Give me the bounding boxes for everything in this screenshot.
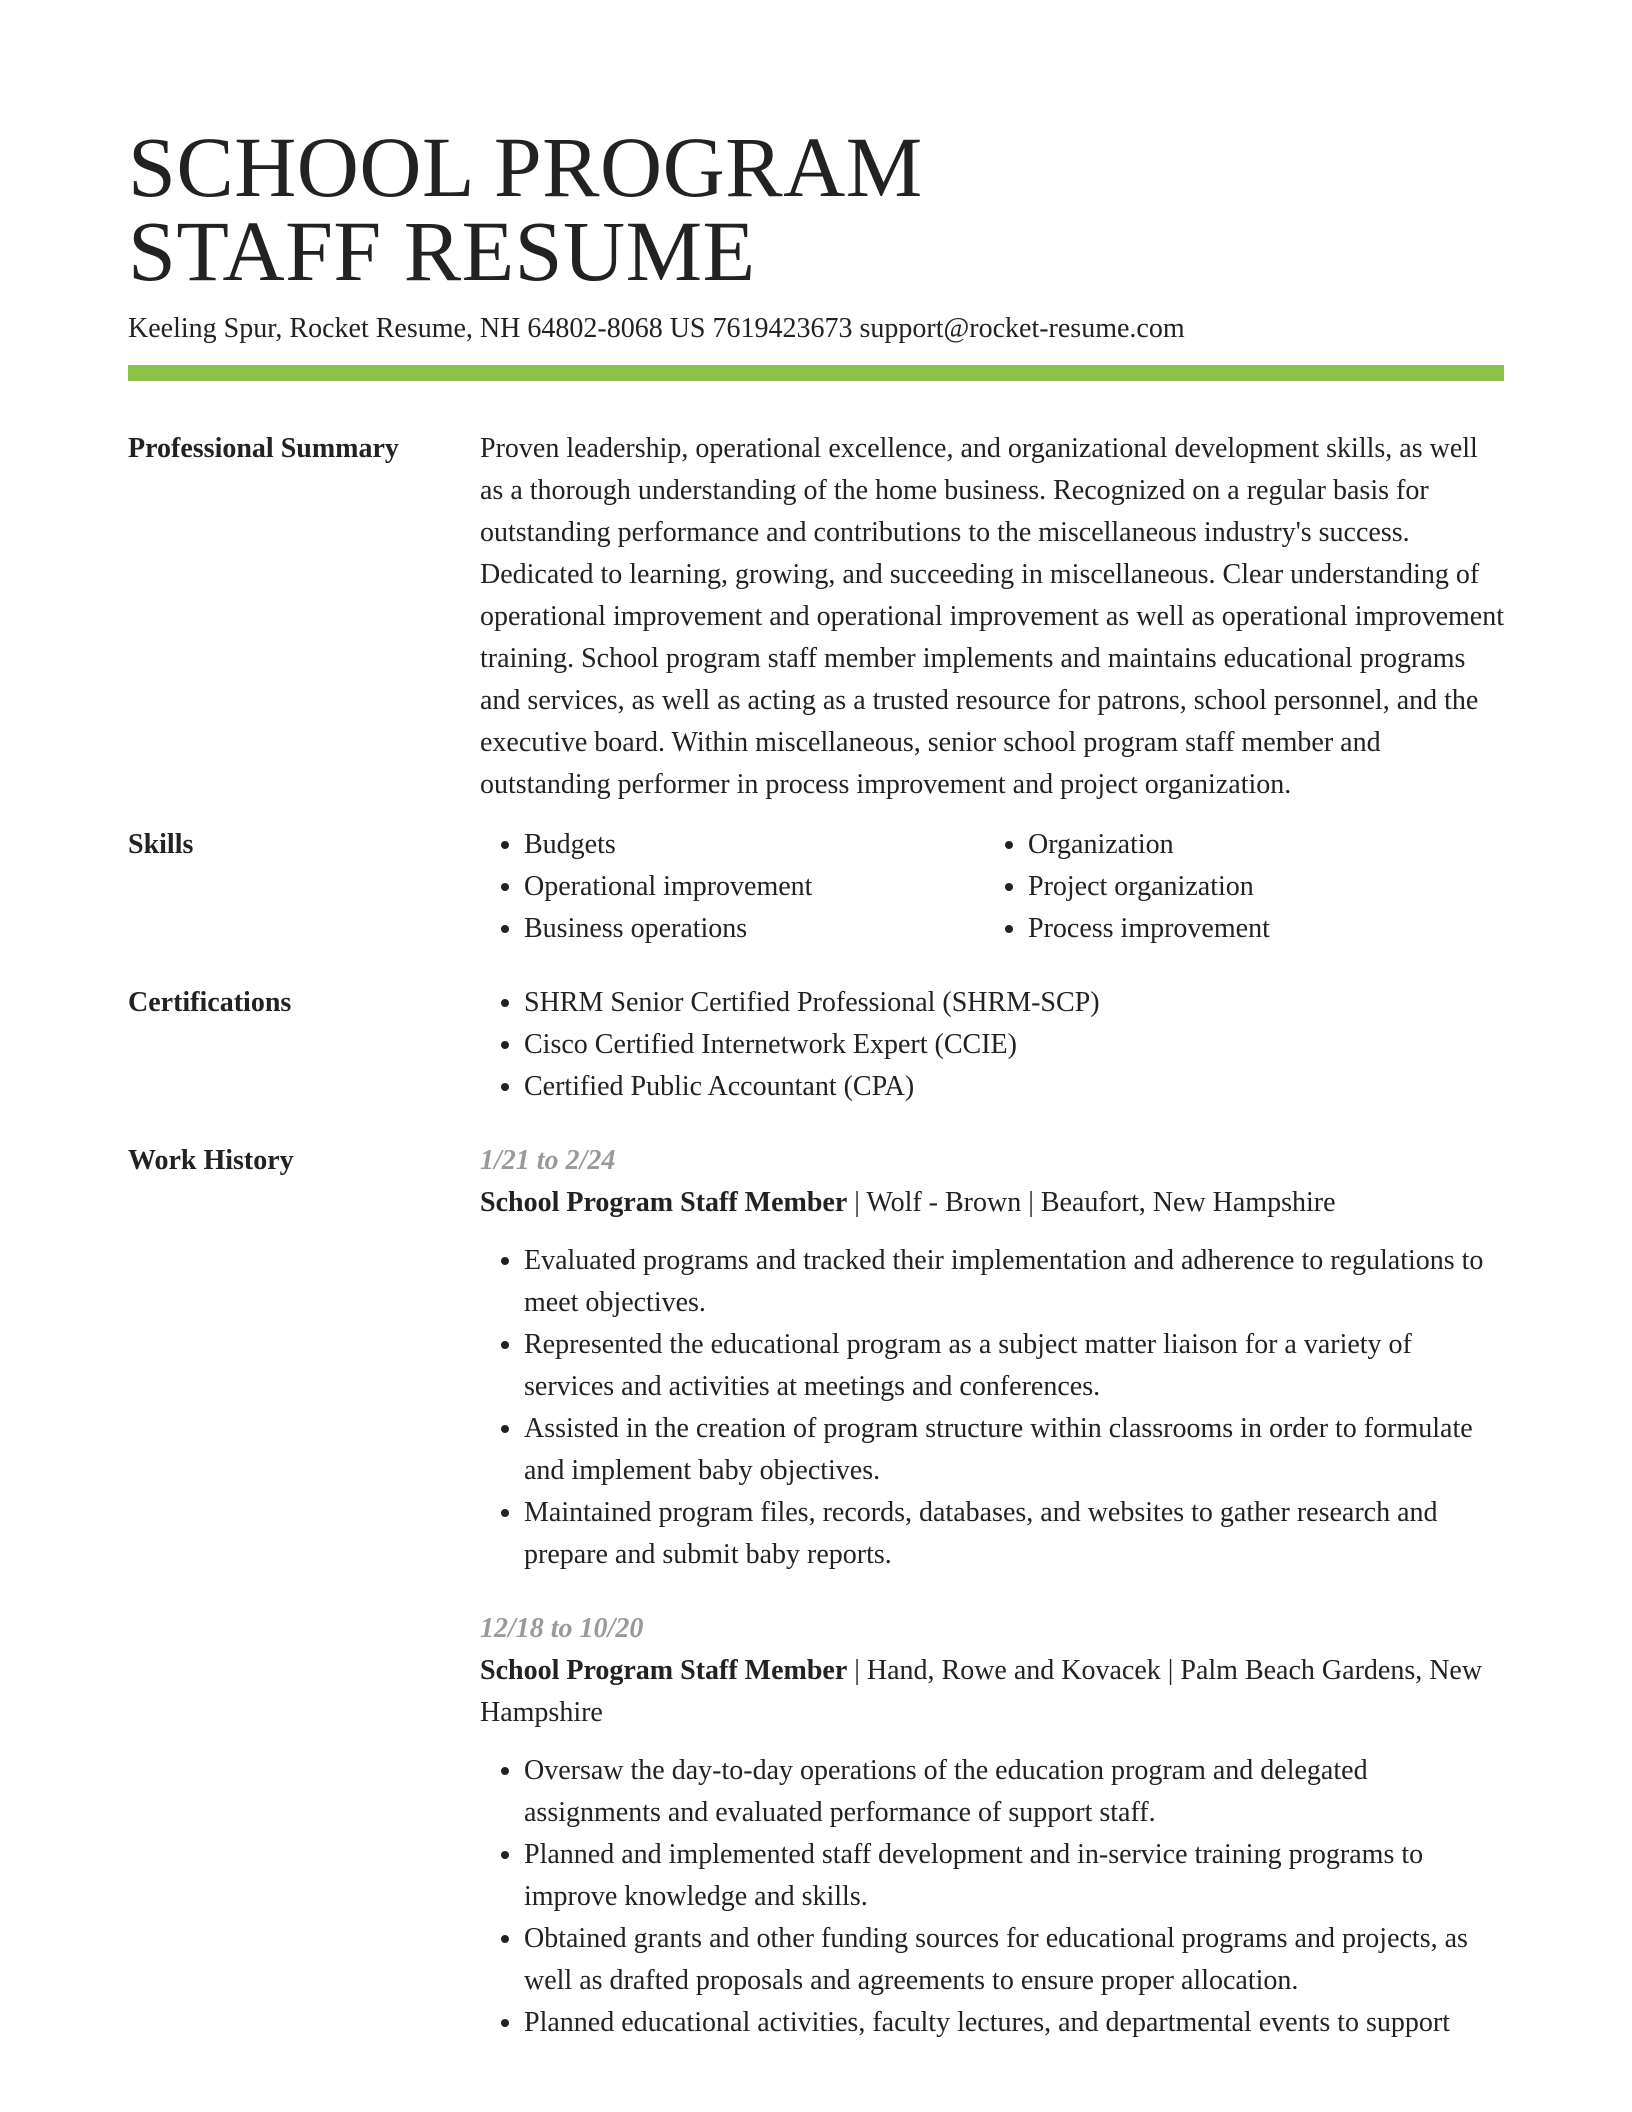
skills-list-left xyxy=(480,824,984,950)
job-bullet: • Obtained grants and other funding sources for educational programs and projects, as well as drafted proposals and agreements to ensure proper allocation. xyxy=(524,1918,1504,2002)
section-label: Work History xyxy=(128,1145,294,1176)
job-dates: 12/18 to 10/20 xyxy=(480,1613,644,1644)
work-history-section xyxy=(128,1140,1504,2044)
job-entry xyxy=(480,1140,1504,1576)
job-heading xyxy=(480,1650,1504,1734)
job-bullet: • Oversaw the day-to-day operations of the education program and delegated assignments and evaluated performance of support staff. xyxy=(524,1750,1504,1834)
certifications-list xyxy=(480,982,1504,1108)
job-dates: 1/21 to 2/24 xyxy=(480,1145,616,1176)
section-label: Professional Summary xyxy=(128,433,399,464)
professional-summary-section xyxy=(128,428,1504,806)
resume-title xyxy=(128,119,1504,299)
title-line-1: SCHOOL PROGRAM xyxy=(128,119,923,215)
job-bullet: • Evaluated programs and tracked their implementation and adherence to regulations to meet objectives. xyxy=(524,1240,1504,1324)
skills-list-right xyxy=(984,824,1504,950)
job-bullet: • Maintained program files, records, databases, and websites to gather research and prepare and submit baby reports. xyxy=(524,1492,1504,1576)
job-entry xyxy=(480,1608,1504,2044)
job-bullet: • Planned educational activities, faculty lectures, and departmental events to support xyxy=(524,2002,1504,2044)
job-bullet: • Planned and implemented staff development and in-service training programs to improve knowledge and skills. xyxy=(524,1834,1504,1918)
skills-section xyxy=(128,824,1504,950)
certification-item: • Cisco Certified Internetwork Expert (CCIE) xyxy=(524,1024,1504,1066)
skills-columns xyxy=(480,824,1504,950)
skill-item: • Process improvement xyxy=(1028,908,1504,950)
work-history-content xyxy=(480,1140,1504,2044)
job-bullets xyxy=(480,1240,1504,1576)
skill-item: • Budgets xyxy=(524,824,984,866)
accent-divider xyxy=(128,365,1504,381)
certifications-content xyxy=(480,982,1504,1108)
certification-item: • Certified Public Accountant (CPA) xyxy=(524,1066,1504,1108)
job-bullet: • Represented the educational program as a subject matter liaison for a variety of services and activities at meetings and conferences. xyxy=(524,1324,1504,1408)
job-title: School Program Staff Member xyxy=(480,1187,848,1218)
section-label: Skills xyxy=(128,829,194,860)
job-title: School Program Staff Member xyxy=(480,1655,848,1686)
job-details: | Hand, Rowe and Kovacek | Palm Beach Gardens, New Hampshire xyxy=(480,1655,1483,1728)
title-line-2: STAFF RESUME xyxy=(128,203,756,299)
skill-item: • Organization xyxy=(1028,824,1504,866)
certifications-section xyxy=(128,982,1504,1108)
resume-page xyxy=(128,119,1505,2044)
skill-item: • Project organization xyxy=(1028,866,1504,908)
job-heading xyxy=(480,1182,1504,1224)
job-bullet: • Assisted in the creation of program structure within classrooms in order to formulate and implement baby objectives. xyxy=(524,1408,1504,1492)
job-details: | Wolf - Brown | Beaufort, New Hampshire xyxy=(847,1187,1336,1218)
job-bullets xyxy=(480,1750,1504,2044)
summary-text: Proven leadership, operational excellence, and organizational development skills, as well as a thorough understanding of the home business. Recognized on a regular basis for outstanding performance and contributions to the miscellaneous industry's success. Dedicated to learning, growing, and succeeding in miscellaneous. Clear understanding of operational improvement and operational improvement as well as operational improvement training. School program staff member implements and maintains educational programs and services, as well as acting as a trusted resource for patrons, school personnel, and the executive board. Within miscellaneous, senior school program staff member and outstanding performer in process improvement and project organization. xyxy=(480,433,1505,800)
contact-line: Keeling Spur, Rocket Resume, NH 64802-8068 US 7619423673 support@rocket-resume.com xyxy=(128,313,1185,344)
certification-item: • SHRM Senior Certified Professional (SHRM-SCP) xyxy=(524,982,1504,1024)
section-label: Certifications xyxy=(128,987,292,1018)
skill-item: • Operational improvement xyxy=(524,866,984,908)
skill-item: • Business operations xyxy=(524,908,984,950)
